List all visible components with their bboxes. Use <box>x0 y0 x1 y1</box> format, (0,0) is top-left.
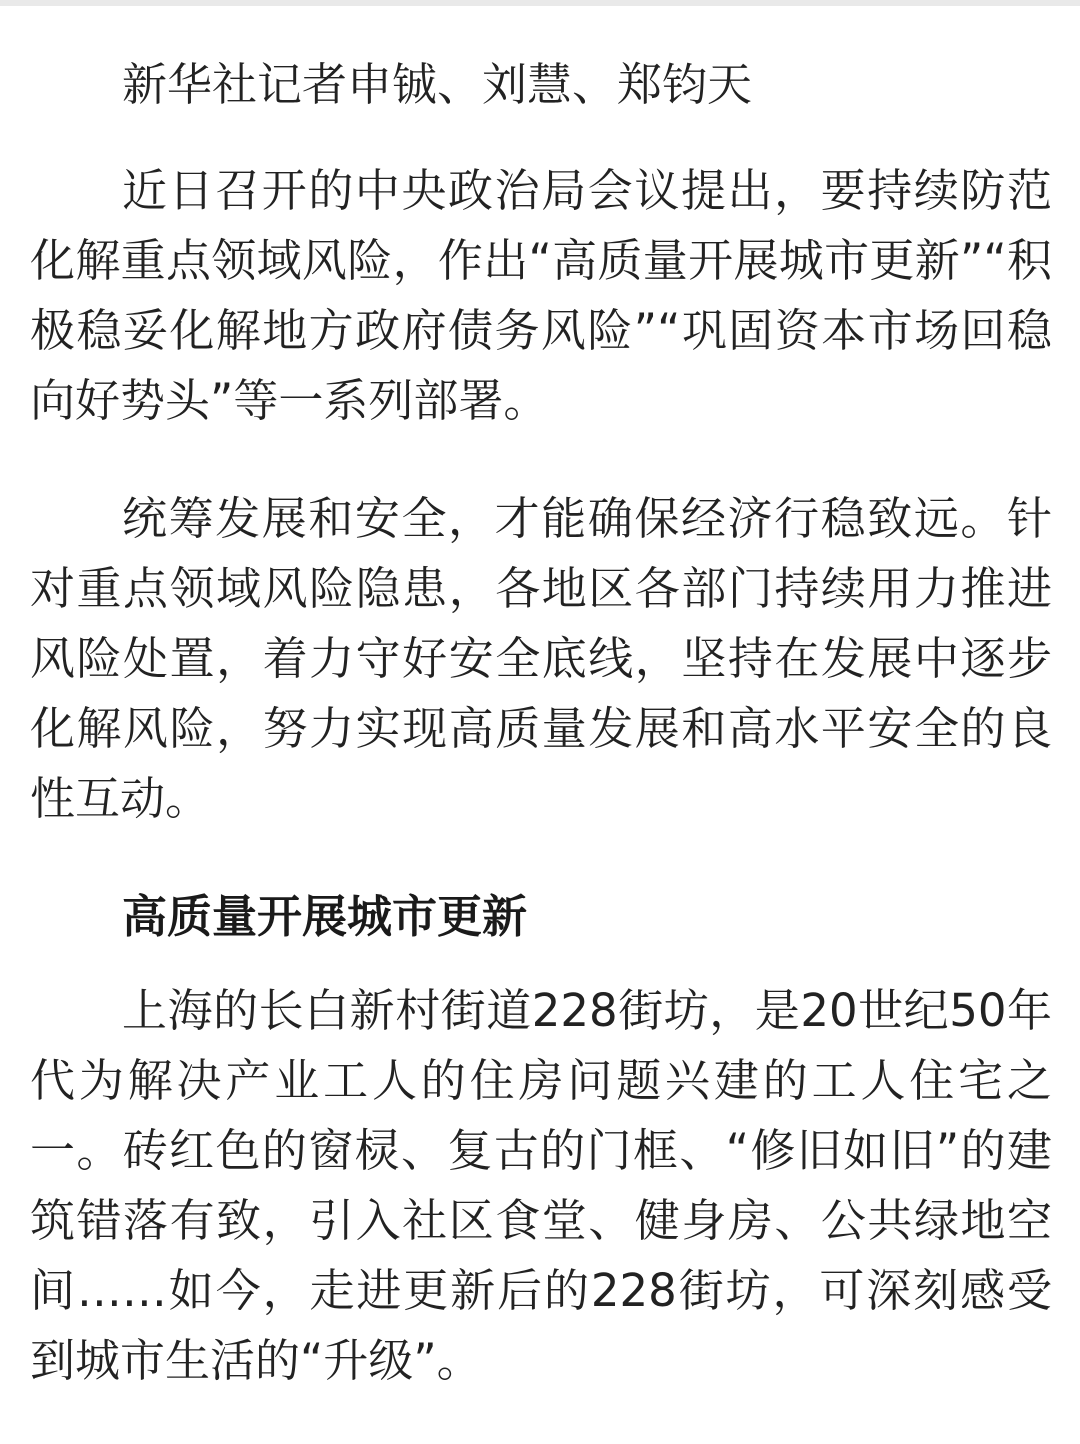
article-paragraph-1: 近日召开的中央政治局会议提出，要持续防范化解重点领域风险，作出“高质量开展城市更新”“积极稳妥化解地方政府债务风险”“巩固资本市场回稳向好势头”等一系列部署。 <box>30 164 1052 427</box>
news-article <box>30 50 1052 1444</box>
section-paragraph: 上海的长白新村街道228街坊，是20世纪50年代为解决产业工人的住房问题兴建的工人住宅之一。砖红色的窗棂、复古的门框、“修旧如旧”的建筑错落有致，引入社区食堂、健身房、公共绿地空间……如今，走进更新后的228街坊，可深刻感受到城市生活的“升级”。 <box>30 984 1052 1387</box>
article-paragraph-2: 统筹发展和安全，才能确保经济行稳致远。针对重点领域风险隐患，各地区各部门持续用力推进风险处置，着力守好安全底线，坚持在发展中逐步化解风险，努力实现高质量发展和高水平安全的良性互动。 <box>30 492 1052 825</box>
top-divider <box>0 0 1080 6</box>
article-byline: 新华社记者申铖、刘慧、郑钧天 <box>122 58 753 111</box>
section-heading: 高质量开展城市更新 <box>122 890 528 943</box>
